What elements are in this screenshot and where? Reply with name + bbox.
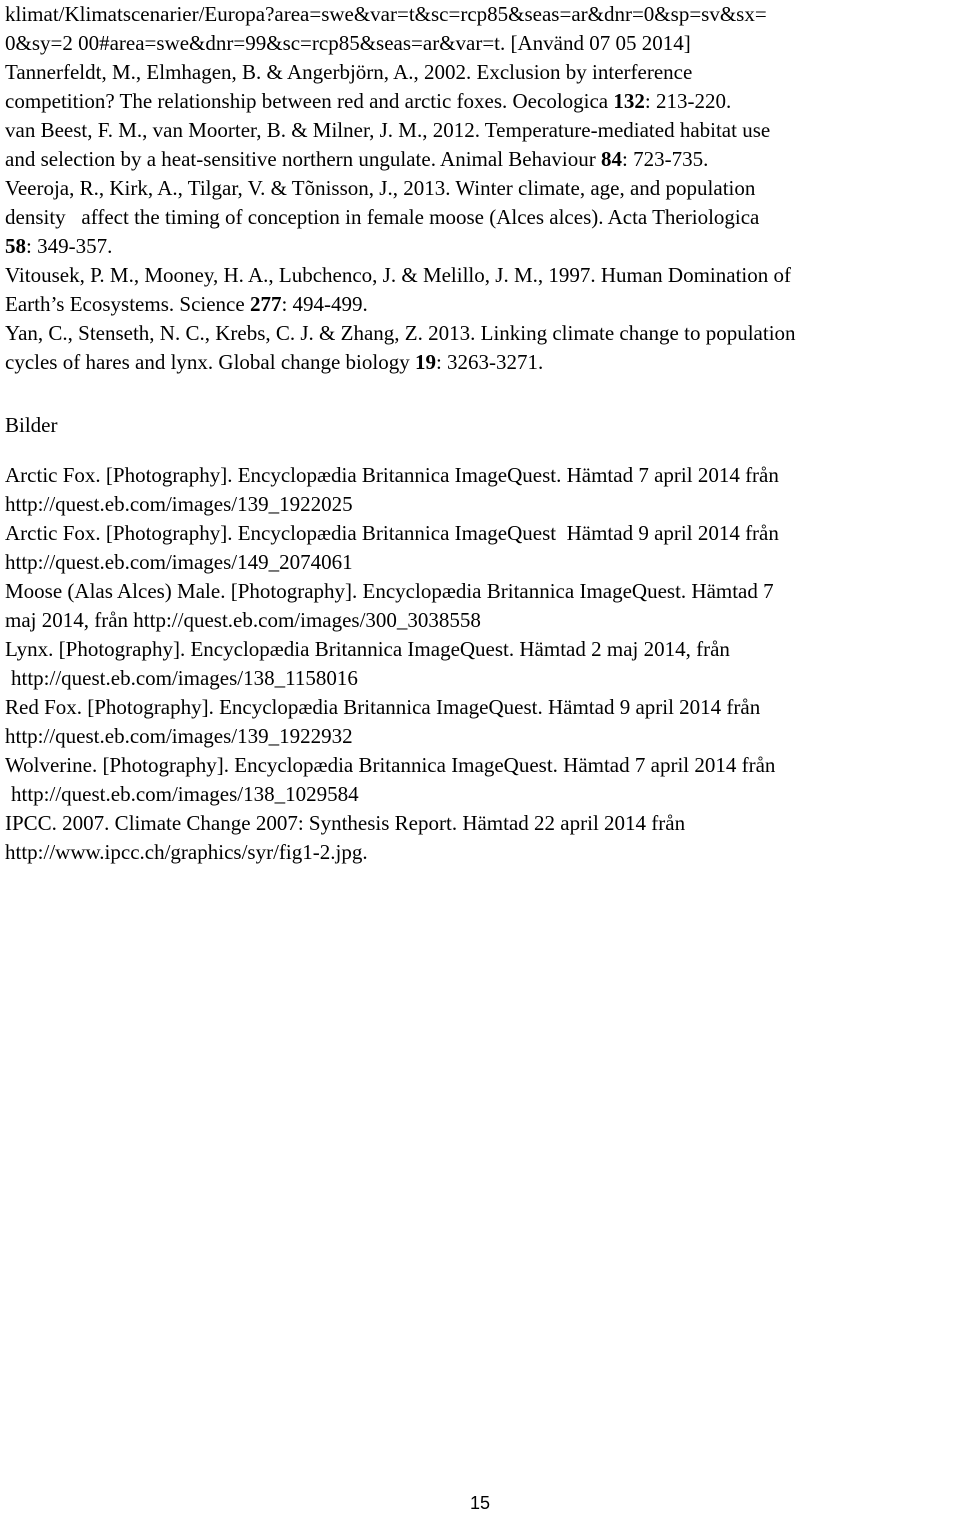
reference-line: Red Fox. [Photography]. Encyclopædia Britannica ImageQuest. Hämtad 9 april 2014 från — [5, 695, 761, 719]
reference-line: Moose (Alas Alces) Male. [Photography]. Encyclopædia Britannica ImageQuest. Hämtad 7 — [5, 579, 774, 603]
reference-entry — [5, 261, 955, 319]
reference-list — [5, 0, 955, 867]
reference-url: http://quest.eb.com/images/139_1922932 — [5, 724, 353, 748]
page-range: : 3263-3271. — [435, 350, 544, 374]
page-number: 15 — [469, 1493, 491, 1513]
reference-line: Lynx. [Photography]. Encyclopædia Britannica ImageQuest. Hämtad 2 maj 2014, från — [5, 637, 730, 661]
reference-entry — [5, 174, 955, 261]
volume-number: 84 — [601, 147, 622, 171]
reference-url: http://quest.eb.com/images/138_1158016 — [11, 666, 358, 690]
image-reference-entry — [5, 577, 955, 635]
reference-url: maj 2014, från http://quest.eb.com/images/300_3038558 — [5, 608, 481, 632]
reference-url: http://quest.eb.com/images/139_1922025 — [5, 492, 353, 516]
reference-entry — [5, 0, 955, 58]
reference-text: and selection by a heat-sensitive northern ungulate. Animal Behaviour — [5, 147, 601, 171]
reference-line: IPCC. 2007. Climate Change 2007: Synthesis Report. Hämtad 22 april 2014 från — [5, 811, 686, 835]
reference-line: Yan, C., Stenseth, N. C., Krebs, C. J. & Zhang, Z. 2013. Linking climate change to population — [5, 321, 796, 345]
image-reference-entry — [5, 519, 955, 577]
image-reference-entry — [5, 809, 955, 867]
reference-line — [5, 232, 955, 261]
reference-line: Arctic Fox. [Photography]. Encyclopædia Britannica ImageQuest. Hämtad 7 april 2014 från — [5, 463, 779, 487]
reference-line: van Beest, F. M., van Moorter, B. & Milner, J. M., 2012. Temperature-mediated habitat use — [5, 118, 771, 142]
page-range: : 213-220. — [644, 89, 732, 113]
reference-entry — [5, 58, 955, 116]
reference-line — [5, 145, 955, 174]
reference-line: Tannerfeldt, M., Elmhagen, B. & Angerbjörn, A., 2002. Exclusion by interference — [5, 60, 693, 84]
reference-line: Vitousek, P. M., Mooney, H. A., Lubchenco, J. & Melillo, J. M., 1997. Human Domination of — [5, 263, 792, 287]
image-reference-entry — [5, 693, 955, 751]
volume-number: 132 — [613, 89, 645, 113]
reference-url: http://quest.eb.com/images/149_2074061 — [5, 550, 353, 574]
reference-text: competition? The relationship between red and arctic foxes. Oecologica — [5, 89, 614, 113]
page-range: : 723-735. — [622, 147, 709, 171]
reference-entry — [5, 116, 955, 174]
volume-number: 58 — [5, 234, 26, 258]
reference-url: http://www.ipcc.ch/graphics/syr/fig1-2.jpg. — [5, 840, 368, 864]
image-reference-entry — [5, 751, 955, 809]
reference-line: Veeroja, R., Kirk, A., Tilgar, V. & Tõnisson, J., 2013. Winter climate, age, and population — [5, 176, 756, 200]
image-reference-entry — [5, 635, 955, 693]
reference-line: klimat/Klimatscenarier/Europa?area=swe&var=t&sc=rcp85&seas=ar&dnr=0&sp=sv&sx= — [5, 2, 767, 26]
reference-text: Earth’s Ecosystems. Science — [5, 292, 250, 316]
reference-text: cycles of hares and lynx. Global change biology — [5, 350, 415, 374]
section-heading-bilder: Bilder — [5, 413, 58, 437]
reference-entry — [5, 319, 955, 377]
page-range: : 494-499. — [281, 292, 368, 316]
image-reference-entry — [5, 461, 955, 519]
reference-line: Wolverine. [Photography]. Encyclopædia Britannica ImageQuest. Hämtad 7 april 2014 från — [5, 753, 776, 777]
reference-line — [5, 290, 955, 319]
reference-url: http://quest.eb.com/images/138_1029584 — [11, 782, 359, 806]
reference-line: density affect the timing of conception in female moose (Alces alces). Acta Theriologica — [5, 205, 760, 229]
reference-line: 0&sy=2 00#area=swe&dnr=99&sc=rcp85&seas=ar&var=t. [Använd 07 05 2014] — [5, 31, 691, 55]
volume-number: 277 — [249, 292, 282, 316]
volume-number: 19 — [414, 350, 436, 374]
reference-line: Arctic Fox. [Photography]. Encyclopædia Britannica ImageQuest Hämtad 9 april 2014 från — [5, 521, 779, 545]
page-range: : 349-357. — [26, 234, 113, 258]
reference-line — [5, 348, 955, 377]
reference-line — [5, 87, 955, 116]
